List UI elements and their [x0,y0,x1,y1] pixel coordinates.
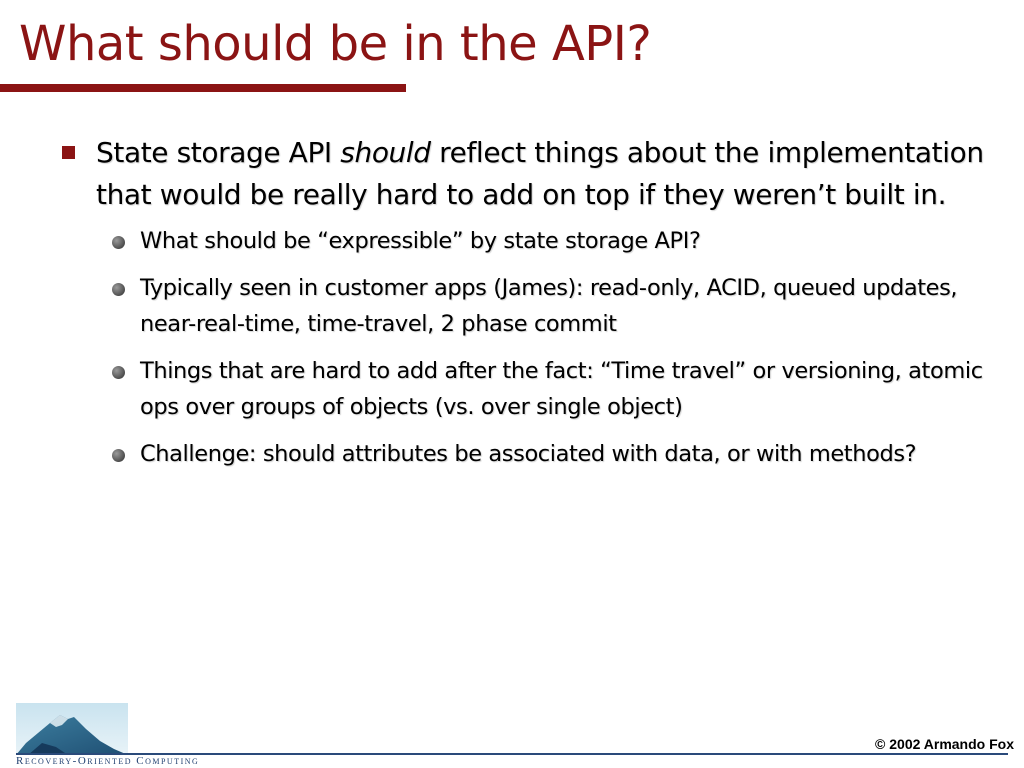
slide-body [56,132,986,483]
main-bullet-emphasis: should [340,136,431,169]
sub-bullet-text: What should be “expressible” by state storage API? [140,228,701,254]
round-bullet-icon [112,283,125,296]
title-underline [0,84,406,92]
mountain-logo-icon [16,703,128,755]
main-bullet-text-end: reflect things about the implementation that would be really hard to add on top if they weren’t built in. [96,136,984,211]
round-bullet-icon [112,236,125,249]
sub-bullet [56,436,986,472]
sub-bullet-text: Challenge: should attributes be associated with data, or with methods? [140,441,917,467]
sub-bullet-text: Typically seen in customer apps (James): read-only, ACID, queued updates, near-real-time, time-travel, 2 phase commit [140,275,958,337]
slide-title: What should be in the API? [19,16,652,72]
main-bullet-text-start: State storage API [96,136,341,169]
round-bullet-icon [112,449,125,462]
sub-bullet [56,223,986,259]
sub-bullet-text: Things that are hard to add after the fact: “Time travel” or versioning, atomic ops over groups of objects (vs. over single object) [140,358,983,420]
round-bullet-icon [112,366,125,379]
sub-bullet [56,270,986,342]
main-bullet [56,132,986,216]
sub-bullet-list [56,223,986,472]
sub-bullet [56,353,986,425]
copyright-text: © 2002 Armando Fox [875,736,1014,752]
square-bullet-icon [62,146,75,159]
logo-caption: Recovery-Oriented Computing [16,755,200,767]
